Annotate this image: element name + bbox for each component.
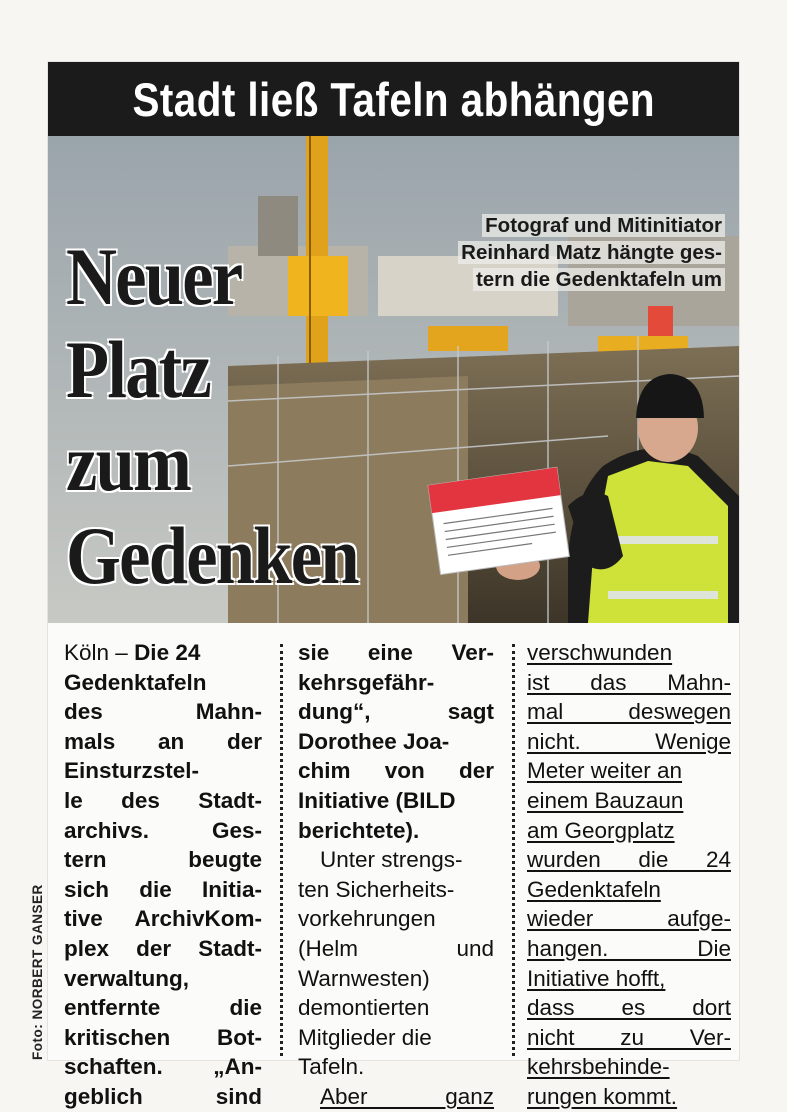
text-line: rungen kommt.: [527, 1083, 678, 1109]
text-line: [64, 638, 262, 668]
text-line: tern beugte: [64, 847, 262, 873]
column-divider: [512, 644, 515, 1056]
caption-line: Fotograf und Mitinitiator: [482, 214, 725, 237]
headline-word: zum: [66, 417, 191, 508]
headline: [66, 230, 405, 602]
text-line: demontierten: [298, 995, 430, 1021]
text-line: kehrsgefähr-: [298, 669, 435, 695]
text-line: mal deswegen: [527, 699, 731, 725]
text-line: nicht. Wenige: [527, 728, 731, 754]
article-column-1: [64, 638, 262, 1112]
caption-line: Reinhard Matz hängte ges-: [458, 241, 725, 264]
photo-caption: [458, 212, 725, 293]
text-line: hangen. Die: [527, 935, 731, 961]
text-line: tive ArchivKom-: [64, 906, 262, 932]
headline-word: Neuer: [66, 231, 242, 322]
text-line: ist das Mahn-: [527, 669, 731, 695]
text-line: einem Bauzaun: [527, 787, 684, 813]
text-line: nicht zu Ver-: [527, 1024, 731, 1050]
text-line: mals an der: [64, 728, 262, 754]
text-line: Unter strengs-: [320, 847, 463, 873]
text-line: le des Stadt-: [64, 787, 262, 813]
text-line: Initiative (BILD: [298, 787, 456, 813]
text-line: dass es dort: [527, 995, 731, 1021]
article-body: [62, 638, 732, 1109]
text-line: wurden die 24: [527, 847, 731, 873]
banner: [48, 62, 739, 136]
text-line: am Georgplatz: [527, 817, 675, 843]
text-line: verwaltung,: [64, 965, 190, 991]
newspaper-clipping: [48, 62, 739, 1109]
text-line: ten Sicherheits-: [298, 876, 455, 902]
article-column-2: [298, 638, 494, 1112]
text-line: Gedenktafeln: [527, 876, 661, 902]
article-photo: [48, 136, 739, 623]
text-lead: Die 24: [134, 640, 201, 665]
text-line: Tafeln.: [298, 1054, 365, 1080]
text-line: Einsturzstel-: [64, 758, 200, 784]
text-line: dung“, sagt: [298, 699, 494, 725]
text-line: Initiative hofft,: [527, 965, 666, 991]
text-line: entfernte die: [64, 995, 262, 1021]
text-line: plex der Stadt-: [64, 935, 262, 961]
headline-word: Gedenken: [66, 510, 358, 601]
text-line: geblich sind: [64, 1083, 262, 1109]
text-line: Dorothee Joa-: [298, 728, 450, 754]
text-line: wieder aufge-: [527, 906, 731, 932]
text-line: chim von der: [298, 758, 494, 784]
text-line: (Helm und: [298, 935, 494, 961]
column-divider: [280, 644, 283, 1056]
text-line: Aber ganz: [320, 1083, 494, 1109]
text-line: verschwunden: [527, 640, 673, 665]
text-line: Mitglieder die: [298, 1024, 432, 1050]
photo-credit: Foto: NORBERT GANSER: [30, 884, 45, 1060]
caption-line: tern die Gedenktafeln um: [473, 268, 725, 291]
text-line: kritischen Bot-: [64, 1024, 262, 1050]
text-line: berichtete).: [298, 817, 420, 843]
text-line: sie eine Ver-: [298, 640, 494, 665]
text-line: des Mahn-: [64, 699, 262, 725]
text-line: sich die Initia-: [64, 876, 262, 902]
text-line: Meter weiter an: [527, 758, 683, 784]
text-line: schaften. „An-: [64, 1054, 262, 1080]
article-column-3: [527, 638, 731, 1112]
text-dateline: Köln –: [64, 640, 135, 665]
text-line: kehrsbehinde-: [527, 1054, 670, 1080]
banner-title: Stadt ließ Tafeln abhängen: [132, 72, 655, 126]
text-line: vorkehrungen: [298, 906, 436, 932]
text-line: archivs. Ges-: [64, 817, 262, 843]
text-line: Gedenktafeln: [64, 669, 207, 695]
text-line: Warnwesten): [298, 965, 430, 991]
headline-word: Platz: [66, 324, 211, 415]
